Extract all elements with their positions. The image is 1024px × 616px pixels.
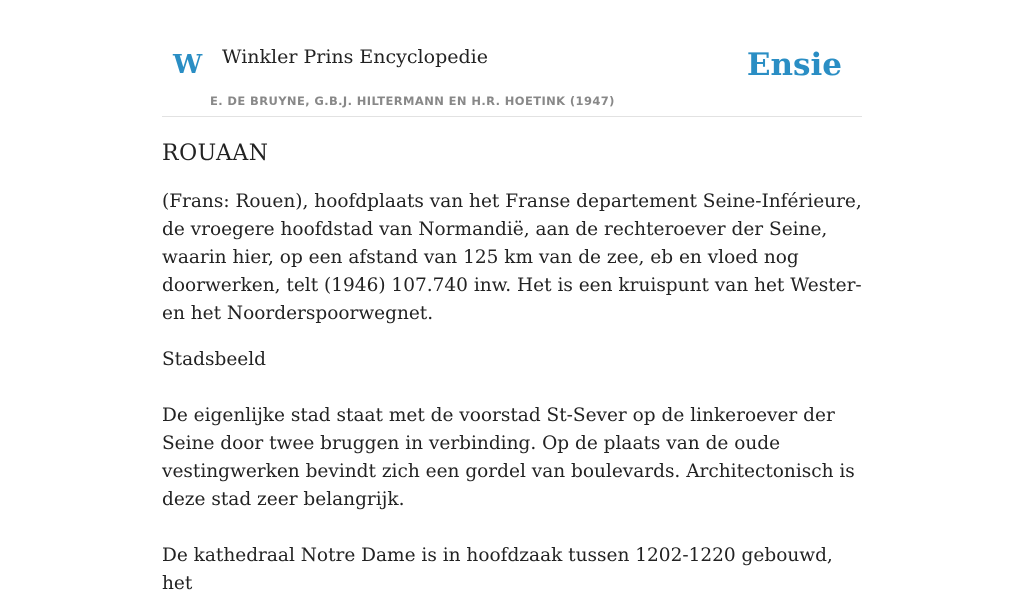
section-heading-stadsbeeld: Stadsbeeld [162,348,266,370]
publication-authors: E. DE BRUYNE, G.B.J. HILTERMANN EN H.R. HOETINK (1947) [210,94,615,108]
site-header [162,0,862,117]
publication-title: Winkler Prins Encyclopedie [222,46,488,68]
winkler-prins-logo[interactable]: W [173,50,203,80]
intro-paragraph: (Frans: Rouen), hoofdplaats van het Franse departement Seine-Inférieure, de vroegere hoofdstad van Normandië, aan de rechteroever der Seine, waarin hier, op een afstand van 125 km van de zee, eb en vloed nog doorwerken, telt (1946) 107.740 inw. Het is een kruispunt van het Wester- en het Noorderspoorwegnet. [162,190,862,324]
body-paragraph: De eigenlijke stad staat met de voorstad St-Sever op de linkeroever der Seine door twee bruggen in verbinding. Op de plaats van de oude vestingwerken bevindt zich een gordel van boulevards. Architectonisch is deze stad zeer belangrijk. [162,404,855,510]
ensie-brand-logo[interactable]: Ensie [746,47,842,83]
body-paragraph: De kathedraal Notre Dame is in hoofdzaak tussen 1202-1220 gebouwd, het [162,544,833,594]
article [162,139,862,616]
entry-title: ROUAAN [162,141,269,166]
